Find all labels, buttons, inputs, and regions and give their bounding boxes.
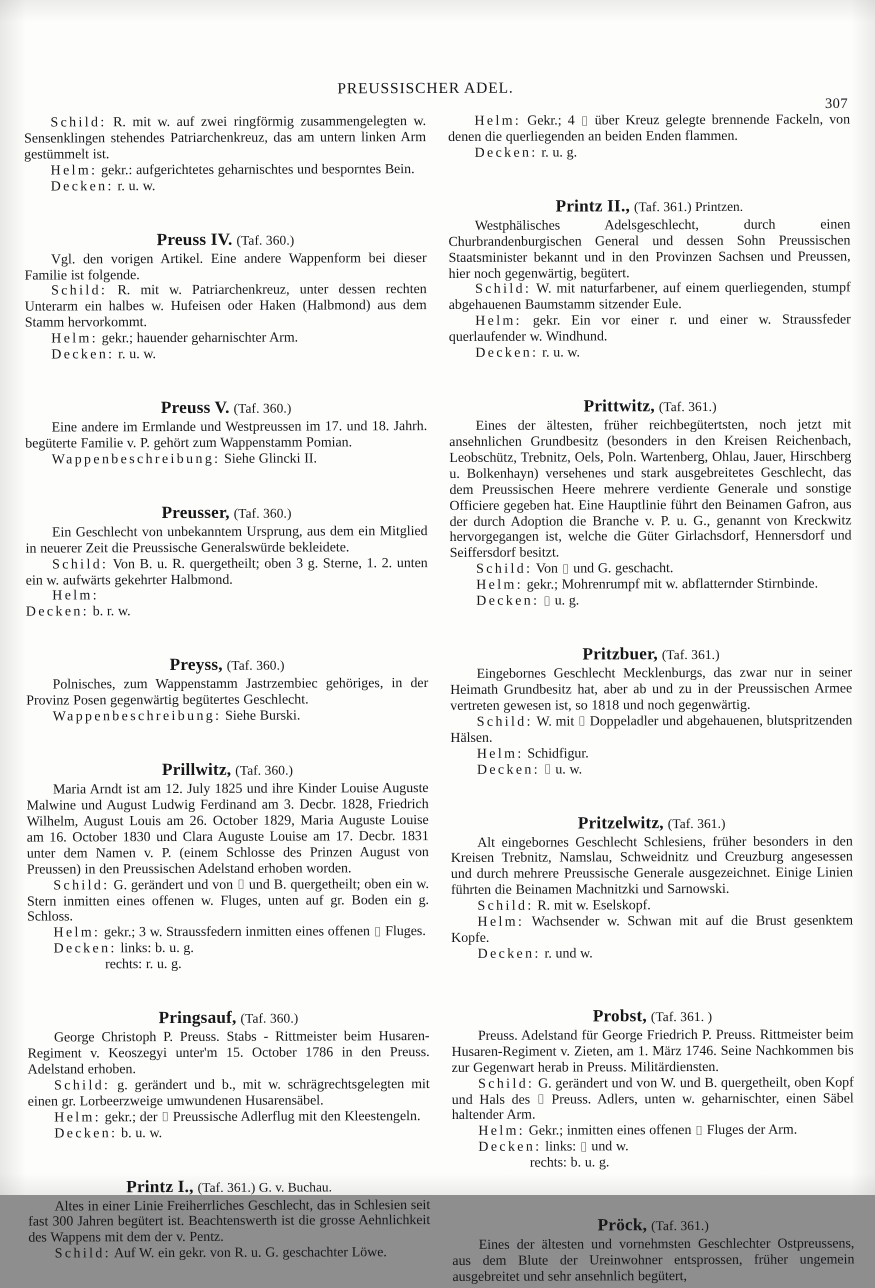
decken-label: Decken: [51, 179, 114, 194]
entry-body: Polnisches, zum Wappenstamm Jastrzembiec gehöriges, in der Provinz Posen gegenwärtig begütertes Geschlecht. [26, 676, 428, 709]
helm-text-b: über Kreuz gelegte brennende Fackeln, von denen die querliegenden an beiden Enden flammen. [448, 112, 850, 144]
entry-printz-ii [448, 160, 851, 362]
helm-paragraph [451, 914, 853, 947]
helm-label: Helm: [477, 915, 524, 930]
running-head: PREUSSISCHER ADEL. [0, 78, 863, 99]
shield-label: Schild: [477, 899, 533, 914]
entry-continued [448, 112, 850, 161]
helm-label: Helm: [52, 589, 99, 604]
entry-body: Maria Arndt ist am 12. July 1825 und ihre Kinder Louise Auguste Malwine und August Ludwig Ferdinand am 3. Decbr. 1828, Friedrich Wilhelm, August Louis am 26. October 1829, Maria Auguste Louise am 16. October 1830 und Clara Auguste Louise am 17. Decbr. 1831 unter dem Namen v. P. (einem Schlosse des Prinzen August von Preussen) in den Preussischen Adelstand erhoben worden. [27, 781, 429, 878]
helm-text-a: gekr.; 3 w. Straussfedern inmitten eines offenen [100, 925, 373, 941]
helm-text-a: gekr.; der [101, 1110, 161, 1125]
helm-paragraph [27, 924, 429, 941]
black-tincture-icon: ⌷ [374, 925, 382, 940]
entry-body: George Christoph P. Preuss. Stabs - Rittmeister beim Husaren-Regiment v. Keoszegyi unter'm 15. October 1786 in den Preuss. Adelstand erhoben. [28, 1029, 430, 1078]
entry-preusser [25, 467, 428, 621]
entry-proeck [452, 1171, 854, 1286]
decken-label: Decken: [478, 1140, 541, 1155]
decken-paragraph [28, 1125, 430, 1142]
entry-heading [27, 1007, 429, 1030]
entry-continued [24, 114, 426, 195]
decken-paragraph [26, 603, 428, 620]
helm-paragraph [452, 1123, 854, 1140]
entry-plate-ref: (Taf. 361.) [651, 1218, 709, 1233]
right-column [448, 112, 854, 1174]
decken-text: r. u. w. [538, 346, 580, 361]
decken-left: links: b. u. g. [117, 941, 194, 956]
shield-text-b: Doppeladler und abgehauenen, blutspritzenden Hälsen. [450, 713, 852, 745]
shield-text-b: Preuss. Adlers, unten w. geharnischter, einen Säbel haltender Arm. [452, 1091, 854, 1123]
shield-text: R. mit w. Patriarchenkreuz, unter dessen rechten Unterarm ein halbes w. Hufeisen oder Haken (Halbmond) aus dem Stamm hervorkommt. [25, 282, 427, 330]
entry-heading [24, 229, 426, 252]
two-column-body [24, 112, 854, 1175]
shield-label: Schild: [478, 1076, 534, 1091]
helm-paragraph [24, 162, 426, 179]
entry-name: Pringsauf, [159, 1008, 237, 1027]
decken-paragraph [27, 940, 429, 973]
wappen-label: Wappenbeschreibung: [53, 709, 222, 725]
helm-paragraph [448, 112, 850, 145]
decken-text: r. u. w. [114, 179, 156, 194]
entry-heading [451, 1005, 853, 1028]
shield-text-b: und B. quergetheilt; oben ein w. Stern inmitten eines offenen w. Fluges, unten auf gr. Boden ein g. Schloss. [27, 877, 429, 925]
decken-right: rechts: b. u. g. [530, 1155, 854, 1172]
decken-paragraph [25, 346, 427, 363]
helm-text-b: Preussische Adlerflug mit den Kleestengeln. [169, 1109, 420, 1125]
entry-body: Eines der ältesten, früher reichbegütertsten, noch jetzt mit ansehnlichen Grundbesitz (besonders in den Kreisen Reichenbach, Leobschütz, Trebnitz, Oels, Poln. Wartenberg, Ohlau, Jauer, Hirschberg u. Bolkenhayn) versehenes und stark ausgebreitetes Geschlecht, das dem Preussischen Heere mehrere verdiente Generale und sonstige Officiere gegeben hat. Eine Hauptlinie führt den Beinamen Gafron, aus der durch Adoption die Branche v. P. u. G., genannt von Kreckwitz hervorgegangen ist, welche die Güter Girlachsdorf, Hennersdorf und Seiffersdorf besitzt. [449, 417, 852, 562]
page-number: 307 [825, 96, 848, 113]
decken-text: b. r. w. [89, 605, 131, 620]
helm-paragraph [26, 588, 428, 605]
entry-body: Altes in einer Linie Freiherrliches Geschlecht, das in Schlesien seit fast 300 Jahren begütert ist. Beachtenswerth ist die grosse Aehnlichkeit des Wappens mit dem der v. Pentz. [28, 1198, 430, 1247]
decken-label: Decken: [51, 347, 114, 362]
decken-paragraph [450, 761, 852, 778]
decken-label: Decken: [475, 145, 538, 160]
entry-name: Preuss IV. [157, 229, 233, 248]
helm-label: Helm: [476, 578, 523, 593]
wappen-paragraph [25, 451, 427, 468]
decken-text: b. u. w. [117, 1126, 162, 1141]
entry-heading [26, 759, 428, 782]
entry-heading [26, 654, 428, 677]
entry-plate-ref: (Taf. 361.) [634, 199, 692, 214]
entry-prittwitz [449, 360, 852, 610]
entry-name: Preuss V. [161, 398, 230, 417]
helm-paragraph [25, 330, 427, 347]
shield-paragraph [25, 282, 427, 331]
shield-text-b: und G. geschacht. [570, 561, 674, 576]
helm-label: Helm: [474, 114, 521, 129]
decken-label: Decken: [475, 346, 538, 361]
decken-label: Decken: [476, 594, 539, 609]
entry-probst [451, 961, 854, 1172]
helm-text-a: Gekr.; inmitten eines offenen [525, 1123, 695, 1139]
entry-heading [449, 395, 851, 418]
shield-text: R. mit w. Eselskopf. [534, 898, 651, 913]
entry-name-suffix: G. v. Buchau. [255, 1179, 332, 1194]
shield-paragraph [451, 898, 853, 915]
entry-name-suffix: Printzen. [692, 199, 743, 214]
entry-pritzelwitz [451, 777, 854, 963]
decken-text-b: u. g. [551, 594, 579, 609]
entry-preuss-v [25, 362, 427, 468]
entry-printz-i [28, 1141, 430, 1263]
shield-label: Schild: [50, 115, 106, 130]
decken-paragraph [449, 345, 851, 362]
entry-heading [450, 644, 852, 667]
helm-paragraph [449, 313, 851, 346]
helm-label: Helm: [478, 1124, 525, 1139]
black-tincture-icon: ⌷ [537, 1093, 545, 1108]
decken-label: Decken: [54, 1126, 117, 1141]
entry-plate-ref: (Taf. 361. ) [651, 1009, 712, 1024]
shield-paragraph [28, 1077, 430, 1110]
black-tincture-icon: ⌷ [543, 594, 551, 609]
black-tincture-icon: ⌷ [695, 1124, 703, 1139]
helm-text-b: Fluges der Arm. [703, 1123, 797, 1138]
entry-prillwitz [26, 724, 429, 974]
entry-name: Printz II., [556, 196, 630, 215]
entry-body: Eine andere im Ermlande und Westpreussen im 17. und 18. Jahrh. begüterte Familie v. P. gehört zum Wappenstamm Pomian. [25, 419, 427, 452]
entry-heading [28, 1176, 430, 1199]
shield-text: g. gerändert und b., mit w. schrägrechtsgelegten mit einen gr. Lorbeerzweige umwundenen Husarensäbel. [28, 1077, 430, 1109]
entry-heading [452, 1215, 854, 1238]
shield-paragraph [449, 281, 851, 314]
decken-paragraph [448, 144, 850, 161]
helm-label: Helm: [54, 926, 101, 941]
black-tincture-icon: ⌷ [237, 878, 245, 893]
helm-paragraph [28, 1109, 430, 1126]
helm-label: Helm: [51, 332, 98, 347]
entry-plate-ref: (Taf. 360.) [235, 763, 293, 778]
shield-paragraph [26, 556, 428, 589]
helm-label: Helm: [54, 1110, 101, 1125]
helm-text: gekr.; hauender geharnischter Arm. [98, 331, 298, 347]
black-tincture-icon: ⌷ [580, 1140, 588, 1155]
entry-plate-ref: (Taf. 360.) [227, 658, 285, 673]
entry-name: Pritzbuer, [582, 644, 657, 663]
shield-label: Schild: [475, 282, 531, 297]
entry-name: Prillwitz, [162, 760, 231, 779]
decken-text: r. u. g. [538, 145, 577, 160]
entry-name: Prittwitz, [584, 396, 655, 415]
entry-preyss [26, 619, 428, 725]
entry-name: Preusser, [162, 503, 230, 522]
helm-text: gekr.; Mohrenrumpf mit w. abflatternder Stirnbinde. [523, 577, 818, 593]
black-tincture-icon: ⌷ [161, 1110, 169, 1125]
shield-text: R. mit w. auf zwei ringförmig zusammengelegten w. Sensenklingen stehendes Patriarchenkreuz, das am untern linken Arm gestümmelt ist. [24, 114, 426, 162]
entry-plate-ref: (Taf. 361.) [668, 815, 726, 830]
shield-label: Schild: [477, 714, 533, 729]
shield-paragraph [452, 1075, 854, 1124]
entry-body: Vgl. den vorigen Artikel. Eine andere Wappenform bei dieser Familie ist folgende. [25, 251, 427, 284]
decken-paragraph [451, 945, 853, 962]
decken-label: Decken: [26, 605, 89, 620]
shield-label: Schild: [51, 284, 107, 299]
shield-paragraph [28, 1245, 430, 1262]
helm-text-a: Gekr.; 4 [521, 113, 581, 128]
entry-name: Preyss, [170, 655, 223, 674]
shield-paragraph [24, 114, 426, 163]
entry-name: Pröck, [598, 1215, 647, 1234]
shield-text-a: Von [532, 562, 561, 577]
decken-text: r. und w. [541, 946, 593, 961]
entry-plate-ref: (Taf. 361.) [662, 647, 720, 662]
entry-heading [451, 812, 853, 835]
entry-body: Preuss. Adelstand für George Friedrich P. Preuss. Rittmeister beim Husaren-Regiment v. Zieten, am 1. März 1746. Seine Nachkommen bis zur Gegenwart herab in Preuss. Militärdiensten. [452, 1027, 854, 1076]
shield-paragraph [27, 877, 429, 926]
wappen-paragraph [26, 708, 428, 725]
black-tincture-icon: ⌷ [581, 114, 589, 129]
left-column [24, 114, 430, 1176]
decken-paragraph [24, 178, 426, 195]
black-tincture-icon: ⌷ [562, 562, 570, 577]
entry-plate-ref: (Taf. 361.) [659, 399, 717, 414]
decken-label: Decken: [477, 762, 540, 777]
entry-preuss-iv [24, 194, 427, 364]
entry-plate-ref: (Taf. 360.) [234, 505, 292, 520]
entry-body: Eingebornes Geschlecht Mecklenburgs, das zwar nur in seiner Heimath Grundbesitz hat, aber ab und zu in der Preussischen Armee vertreten gewesen ist, so 1818 und noch gegenwärtig. [450, 665, 852, 714]
entry-body: Westphälisches Adelsgeschlecht, durch einen Churbrandenburgischen General und dessen Sohn Preussischen Staatsminister bekannt und in den Provinzen Sachsen und Preussen, hier noch gegenwärtig, begütert. [448, 217, 850, 282]
decken-right: rechts: r. u. g. [105, 956, 429, 973]
helm-text: gekr.: aufgerichtetes geharnischtes und besporntes Bein. [97, 162, 414, 178]
shield-paragraph [450, 561, 852, 578]
entry-body: Eines der ältesten und vornehmsten Geschlechter Ostpreussens, aus dem Blute der Ureinwohner entsprossen, früher ungemein ausgebreitet und sehr ansehnlich begütert, [452, 1237, 854, 1286]
shield-label: Schild: [476, 562, 532, 577]
decken-paragraph [450, 593, 852, 610]
decken-text-b: u. w. [552, 762, 583, 777]
entry-plate-ref: (Taf. 361.) [198, 1179, 256, 1194]
decken-text: r. u. w. [114, 347, 156, 362]
decken-paragraph [452, 1139, 854, 1172]
shield-text-a: G. gerändert und von W. und B. quergetheilt, oben Kopf und Hals des [452, 1075, 854, 1107]
entry-plate-ref: (Taf. 360.) [241, 1011, 299, 1026]
helm-paragraph [450, 577, 852, 594]
helm-paragraph [450, 745, 852, 762]
wappen-text: Siehe Burski. [221, 709, 300, 724]
wappen-text: Siehe Glincki II. [220, 451, 317, 466]
entry-body: Alt eingebornes Geschlecht Schlesiens, früher besonders in den Kreisen Trebnitz, Namslau, Schweidnitz und Creuzburg angesessen und durch mehrere Preussische Generale ausgezeichnet. Einige Linien führten die Beinamen Machnitzki und Sarnowski. [451, 834, 853, 899]
entry-plate-ref: (Taf. 360.) [236, 232, 294, 247]
helm-text-b: Fluges. [381, 924, 425, 939]
entry-heading [25, 397, 427, 420]
entry-name: Probst, [593, 1006, 647, 1025]
decken-left-a: links: [541, 1140, 579, 1155]
entry-name: Printz I., [126, 1176, 193, 1195]
black-tincture-icon: ⌷ [578, 715, 586, 730]
shield-text: Von B. u. R. quergetheilt; oben 3 g. Sterne, 1. 2. unten ein w. aufwärts gekehrter Halbmond. [26, 556, 428, 588]
entry-plate-ref: (Taf. 360.) [234, 401, 292, 416]
shield-label: Schild: [53, 878, 109, 893]
helm-text: Wachsender w. Schwan mit auf die Brust gesenktem Kopfe. [451, 914, 853, 946]
decken-label: Decken: [478, 947, 541, 962]
shield-text: Auf W. ein gekr. von R. u. G. geschachter Löwe. [111, 1245, 387, 1261]
shield-paragraph [450, 713, 852, 746]
helm-label: Helm: [51, 163, 98, 178]
shield-text-a: G. gerändert und von [110, 877, 238, 892]
black-tincture-icon: ⌷ [544, 763, 552, 778]
wappen-label: Wappenbeschreibung: [52, 452, 221, 468]
shield-text-a: W. mit [533, 714, 578, 729]
helm-label: Helm: [477, 746, 524, 761]
entry-pritzbuer [450, 609, 853, 779]
entry-heading [448, 195, 850, 218]
shield-label: Schild: [54, 1078, 110, 1093]
entry-name: Pritzelwitz, [578, 813, 664, 832]
helm-label: Helm: [475, 314, 522, 329]
shield-label: Schild: [55, 1247, 111, 1262]
decken-left-b: und w. [588, 1140, 629, 1155]
entry-pringsauf [27, 972, 430, 1142]
decken-label: Decken: [54, 942, 117, 957]
entry-body: Ein Geschlecht von unbekanntem Ursprung, aus dem ein Mitglied in neuerer Zeit die Preussische Generalswürde bekleidete. [26, 524, 428, 557]
helm-text: gekr. Ein vor einer r. und einer w. Straussfeder querlaufender w. Windhund. [449, 313, 851, 345]
entry-heading [25, 502, 427, 525]
shield-text: W. mit naturfarbener, auf einem querliegenden, stumpf abgehauenen Baumstamm sitzender Eule. [449, 281, 851, 313]
shield-label: Schild: [52, 557, 108, 572]
helm-text: Schidfigur. [524, 746, 589, 761]
